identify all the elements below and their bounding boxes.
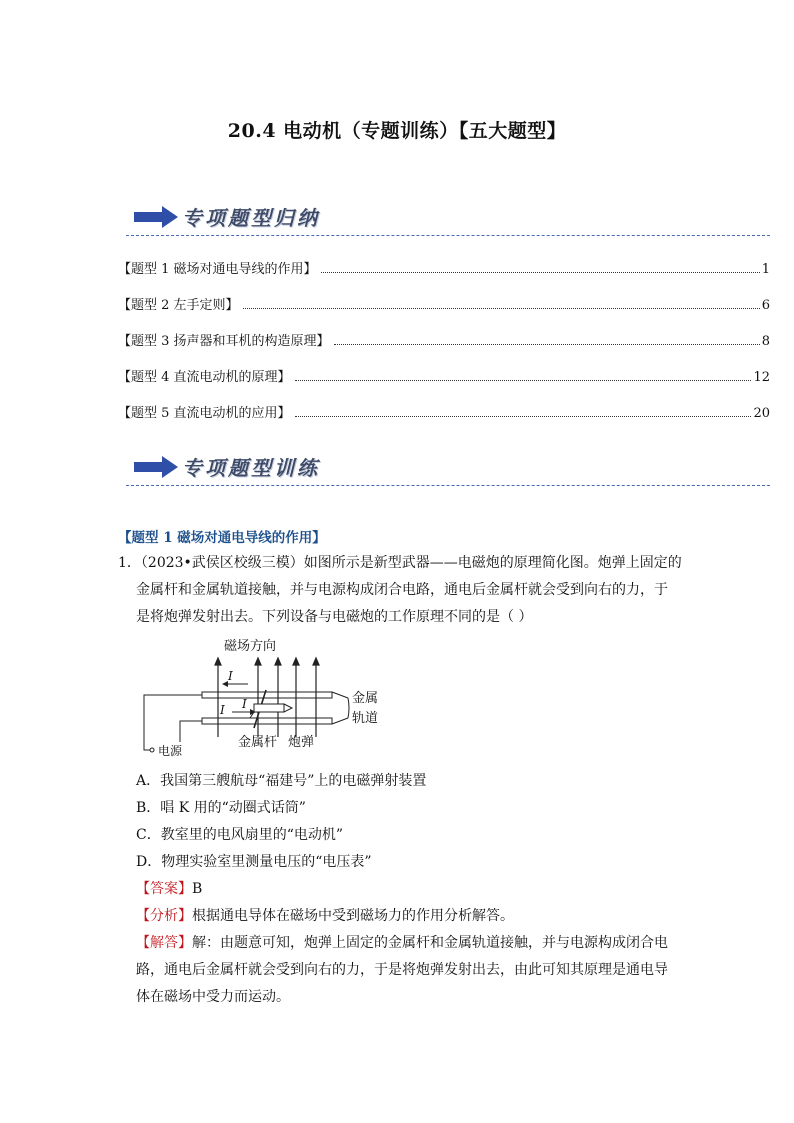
toc-page: 1 [761, 262, 770, 277]
question-line: 金属杆和金属轨道接触，并与电源构成闭合电路，通电后金属杆就会受到向右的力，于 [136, 582, 668, 598]
option-c[interactable]: C．教室里的电风扇里的“电动机” [136, 827, 344, 843]
rail-label: 轨道 [352, 711, 379, 726]
answer-value: B [192, 881, 203, 897]
toc-page: 8 [761, 334, 770, 349]
solution-line: 体在磁场中受力而运动。 [136, 989, 290, 1005]
toc-entry[interactable] [118, 258, 770, 294]
source-label: 电源 [158, 744, 183, 758]
toc-page: 20 [753, 406, 770, 421]
toc-entry[interactable] [118, 294, 770, 330]
toc-entry[interactable] [118, 366, 770, 402]
rail-label: 金属 [352, 691, 379, 706]
solution-line: 路，通电后金属杆就会受到向右的力，于是将炮弹发射出去，由此可知其原理是通电导 [136, 962, 668, 978]
toc-entry[interactable] [118, 330, 770, 366]
current-label: I [242, 697, 247, 711]
answer-tag: 【答案】 [136, 881, 192, 897]
rod-label: 金属杆 [238, 735, 278, 750]
toc-label: 【题型 5 直流电动机的应用】 [118, 406, 291, 421]
question-line: 是将炮弹发射出去。下列设备与电磁炮的工作原理不同的是（ ） [136, 609, 533, 625]
question-line: （2023•武侯区校级三模）如图所示是新型武器——电磁炮的原理简化图。炮弹上固定的 [140, 555, 682, 571]
toc-leader [334, 343, 760, 345]
toc-label: 【题型 4 直流电动机的原理】 [118, 370, 291, 385]
shell-label: 炮弹 [288, 735, 315, 750]
analysis-tag: 【分析】 [136, 908, 192, 924]
answer-options [136, 768, 426, 876]
banner-title: 专项题型训练 [182, 456, 320, 480]
solution-tag: 【解答】 [136, 935, 192, 951]
section-banner-summary [126, 200, 770, 236]
question-number: 1． [118, 555, 141, 571]
toc-label: 【题型 1 磁场对通电导线的作用】 [118, 262, 317, 277]
toc-entry[interactable] [118, 402, 770, 438]
toc-leader [295, 415, 752, 417]
toc-label: 【题型 2 左手定则】 [118, 298, 239, 313]
option-d[interactable]: D．物理实验室里测量电压的“电压表” [136, 854, 372, 870]
banner-title: 专项题型归纳 [182, 206, 320, 230]
toc-page: 6 [761, 298, 770, 313]
railgun-diagram [136, 632, 396, 762]
page-title: 20.4 电动机（专题训练）【五大题型】 [227, 120, 567, 142]
toc-page: 12 [753, 370, 770, 385]
option-a[interactable]: A．我国第三艘航母“福建号”上的电磁弹射装置 [136, 773, 427, 789]
analysis-text: 根据通电导体在磁场中受到磁场力的作用分析解答。 [192, 908, 514, 924]
current-label: I [228, 669, 233, 683]
table-of-contents [118, 258, 770, 438]
field-label: 磁场方向 [224, 639, 277, 654]
right-arrow-icon [134, 206, 178, 228]
question-stem [118, 550, 688, 631]
toc-leader [295, 379, 752, 381]
solution-line: 解：由题意可知，炮弹上固定的金属杆和金属轨道接触，并与电源构成闭合电 [192, 935, 668, 951]
toc-leader [321, 271, 760, 273]
toc-leader [243, 307, 760, 309]
right-arrow-icon [134, 456, 178, 478]
banner-divider [126, 235, 770, 236]
section-banner-training [126, 450, 770, 486]
current-label: I [220, 703, 225, 717]
option-b[interactable]: B．唱 K 用的“动圈式话筒” [136, 800, 306, 816]
question-type-heading: 【题型 1 磁场对通电导线的作用】 [118, 530, 326, 546]
toc-label: 【题型 3 扬声器和耳机的构造原理】 [118, 334, 330, 349]
answer-block [136, 876, 688, 1011]
banner-divider [126, 485, 770, 486]
